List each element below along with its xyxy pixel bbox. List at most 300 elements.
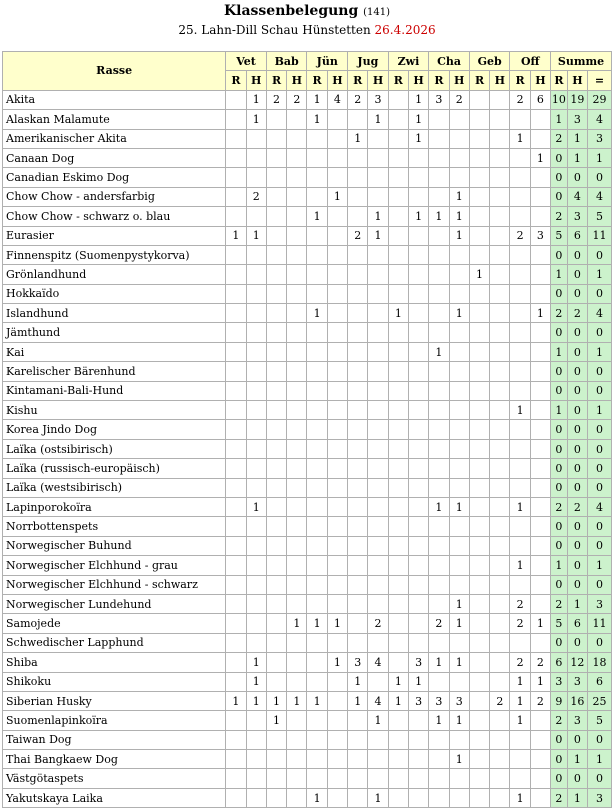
class-count-cell xyxy=(449,265,469,284)
breed-name: Lapinporokoïra xyxy=(3,497,226,516)
sum-cell: 0 xyxy=(588,517,612,536)
class-count-cell xyxy=(327,691,347,710)
table-row xyxy=(3,478,612,497)
class-count-cell xyxy=(327,730,347,749)
class-count-cell xyxy=(246,575,266,594)
sum-cell: 1 xyxy=(588,148,612,167)
sum-cell: 0 xyxy=(567,556,587,575)
sum-cell: 0 xyxy=(551,439,568,458)
class-count-cell xyxy=(510,265,530,284)
class-count-cell xyxy=(266,517,286,536)
class-count-cell xyxy=(408,575,428,594)
breed-name: Yakutskaya Laika xyxy=(3,788,226,807)
class-count-cell xyxy=(469,517,489,536)
class-count-cell xyxy=(469,284,489,303)
table-row xyxy=(3,536,612,555)
class-count-cell: 1 xyxy=(368,207,388,226)
table-row xyxy=(3,594,612,613)
class-count-cell xyxy=(307,672,327,691)
class-count-cell xyxy=(266,478,286,497)
class-count-cell xyxy=(388,711,408,730)
class-count-cell xyxy=(388,769,408,788)
class-count-cell xyxy=(530,575,550,594)
class-count-cell xyxy=(449,110,469,129)
class-count-cell xyxy=(490,653,510,672)
class-count-cell xyxy=(530,478,550,497)
sum-cell: 2 xyxy=(551,207,568,226)
class-count-cell xyxy=(429,788,449,807)
sex-header-male: R xyxy=(348,71,368,90)
sum-cell: 0 xyxy=(567,362,587,381)
sum-cell: 0 xyxy=(551,750,568,769)
class-count-cell xyxy=(246,304,266,323)
sum-cell: 5 xyxy=(588,711,612,730)
class-count-cell: 1 xyxy=(449,497,469,516)
sum-cell: 5 xyxy=(588,207,612,226)
class-count-cell xyxy=(287,536,307,555)
breed-name: Norrbottenspets xyxy=(3,517,226,536)
class-count-cell xyxy=(449,168,469,187)
class-count-cell xyxy=(226,187,246,206)
class-count-cell xyxy=(530,439,550,458)
show-date: 26.4.2026 xyxy=(374,23,436,37)
class-header: Bab xyxy=(266,52,307,71)
class-count-cell xyxy=(408,362,428,381)
class-count-cell xyxy=(429,594,449,613)
class-count-cell: 1 xyxy=(408,207,428,226)
sum-cell: 1 xyxy=(567,148,587,167)
table-row xyxy=(3,691,612,710)
sex-header-female: H xyxy=(287,71,307,90)
table-row xyxy=(3,90,612,109)
sum-cell: 0 xyxy=(567,517,587,536)
sum-cell: 0 xyxy=(567,439,587,458)
class-count-cell xyxy=(490,245,510,264)
class-count-cell xyxy=(368,129,388,148)
class-count-cell xyxy=(408,536,428,555)
class-count-cell xyxy=(510,110,530,129)
sum-cell: 4 xyxy=(588,304,612,323)
class-count-cell xyxy=(287,459,307,478)
sum-cell: 2 xyxy=(551,304,568,323)
class-count-cell xyxy=(348,381,368,400)
breed-name: Schwedischer Lapphund xyxy=(3,633,226,652)
sum-cell: 6 xyxy=(588,672,612,691)
sum-cell: 5 xyxy=(551,226,568,245)
class-count-cell xyxy=(246,517,266,536)
sum-cell: 0 xyxy=(588,459,612,478)
class-header: Zwi xyxy=(388,52,429,71)
class-count-cell xyxy=(469,730,489,749)
class-count-cell xyxy=(307,517,327,536)
class-count-cell xyxy=(226,168,246,187)
breed-name: Samojede xyxy=(3,614,226,633)
class-count-cell xyxy=(388,342,408,361)
sum-cell: 0 xyxy=(567,459,587,478)
table-row xyxy=(3,575,612,594)
class-count-cell xyxy=(327,110,347,129)
class-count-cell xyxy=(490,110,510,129)
class-count-cell xyxy=(368,245,388,264)
class-count-cell xyxy=(449,459,469,478)
sum-cell: 0 xyxy=(567,265,587,284)
class-count-cell xyxy=(368,769,388,788)
class-count-cell xyxy=(307,265,327,284)
class-count-cell xyxy=(429,769,449,788)
sex-header-male: R xyxy=(388,71,408,90)
class-count-cell xyxy=(226,517,246,536)
class-count-cell xyxy=(490,362,510,381)
class-count-cell: 1 xyxy=(408,90,428,109)
class-count-cell xyxy=(490,556,510,575)
class-count-cell xyxy=(246,265,266,284)
class-count-cell xyxy=(266,672,286,691)
class-count-cell: 1 xyxy=(368,711,388,730)
page-title-line xyxy=(0,2,614,22)
class-count-cell xyxy=(368,284,388,303)
class-count-cell xyxy=(469,401,489,420)
class-count-cell xyxy=(307,148,327,167)
class-count-cell xyxy=(368,439,388,458)
class-count-cell xyxy=(408,401,428,420)
class-count-cell: 1 xyxy=(530,148,550,167)
class-count-cell xyxy=(287,672,307,691)
class-count-cell xyxy=(348,556,368,575)
class-count-cell xyxy=(469,90,489,109)
class-count-cell xyxy=(408,594,428,613)
class-count-cell xyxy=(530,381,550,400)
class-count-cell xyxy=(246,168,266,187)
class-count-cell xyxy=(408,556,428,575)
sum-cell: 0 xyxy=(551,730,568,749)
class-count-cell xyxy=(490,420,510,439)
class-count-cell xyxy=(510,168,530,187)
table-row xyxy=(3,750,612,769)
class-count-cell xyxy=(469,711,489,730)
sum-cell: 25 xyxy=(588,691,612,710)
class-count-cell xyxy=(469,575,489,594)
class-count-cell xyxy=(490,478,510,497)
class-count-cell xyxy=(287,207,307,226)
class-count-cell: 1 xyxy=(246,653,266,672)
breed-name: Canadian Eskimo Dog xyxy=(3,168,226,187)
sum-cell: 2 xyxy=(551,788,568,807)
class-count-cell: 1 xyxy=(246,672,266,691)
sum-cell: 1 xyxy=(588,401,612,420)
class-count-cell: 1 xyxy=(307,90,327,109)
class-count-cell xyxy=(510,148,530,167)
class-count-cell xyxy=(388,517,408,536)
class-count-cell xyxy=(246,362,266,381)
breed-name: Chow Chow - andersfarbig xyxy=(3,187,226,206)
class-count-cell xyxy=(327,750,347,769)
table-row xyxy=(3,304,612,323)
class-count-cell: 1 xyxy=(348,691,368,710)
class-count-cell xyxy=(287,129,307,148)
class-count-cell xyxy=(226,459,246,478)
class-count-cell xyxy=(429,672,449,691)
breed-name: Finnenspitz (Suomenpystykorva) xyxy=(3,245,226,264)
page-header xyxy=(0,0,614,46)
class-count-cell xyxy=(449,420,469,439)
class-count-cell xyxy=(226,129,246,148)
class-count-cell xyxy=(327,265,347,284)
class-count-cell xyxy=(327,594,347,613)
class-count-cell xyxy=(490,381,510,400)
table-row xyxy=(3,362,612,381)
sum-cell: 1 xyxy=(567,750,587,769)
class-count-cell xyxy=(348,730,368,749)
class-count-cell xyxy=(408,788,428,807)
sum-cell: 4 xyxy=(588,187,612,206)
class-count-cell xyxy=(266,575,286,594)
class-count-cell xyxy=(307,769,327,788)
class-count-cell xyxy=(530,129,550,148)
class-count-cell xyxy=(490,304,510,323)
class-count-cell xyxy=(449,556,469,575)
class-count-cell: 1 xyxy=(266,711,286,730)
class-count-cell xyxy=(510,245,530,264)
sum-cell: 0 xyxy=(588,362,612,381)
class-count-cell: 2 xyxy=(530,653,550,672)
breed-name: Hokkaïdo xyxy=(3,284,226,303)
sum-cell: 3 xyxy=(567,711,587,730)
sum-cell: 0 xyxy=(551,769,568,788)
sum-cell: 0 xyxy=(551,517,568,536)
class-count-cell xyxy=(510,575,530,594)
class-count-cell xyxy=(327,342,347,361)
class-count-cell xyxy=(490,769,510,788)
class-count-cell xyxy=(287,148,307,167)
sum-cell: 0 xyxy=(551,362,568,381)
class-count-cell xyxy=(368,168,388,187)
class-count-cell xyxy=(510,750,530,769)
sum-cell: 0 xyxy=(588,575,612,594)
sum-cell: 6 xyxy=(567,614,587,633)
class-count-cell: 1 xyxy=(368,788,388,807)
class-count-cell xyxy=(266,556,286,575)
class-count-cell: 1 xyxy=(388,691,408,710)
class-count-cell xyxy=(429,187,449,206)
class-count-cell xyxy=(490,342,510,361)
class-count-cell xyxy=(388,594,408,613)
class-count-cell: 3 xyxy=(408,653,428,672)
class-count-cell xyxy=(510,381,530,400)
class-count-cell xyxy=(348,284,368,303)
sum-cell: 1 xyxy=(551,401,568,420)
class-count-cell xyxy=(530,187,550,206)
class-count-cell: 2 xyxy=(510,614,530,633)
class-count-cell: 1 xyxy=(429,653,449,672)
class-count-cell xyxy=(388,168,408,187)
class-count-cell xyxy=(469,750,489,769)
class-count-cell xyxy=(469,497,489,516)
class-count-cell xyxy=(469,594,489,613)
class-count-cell xyxy=(348,788,368,807)
class-count-cell xyxy=(388,129,408,148)
class-count-cell xyxy=(408,381,428,400)
class-count-cell xyxy=(530,556,550,575)
class-count-cell xyxy=(388,265,408,284)
class-count-cell xyxy=(429,536,449,555)
class-count-cell xyxy=(266,788,286,807)
class-count-cell xyxy=(266,401,286,420)
class-count-cell xyxy=(490,536,510,555)
show-name: 25. Lahn-Dill Schau Hünstetten xyxy=(178,23,371,37)
class-count-cell xyxy=(266,381,286,400)
breed-name: Laïka (westsibirisch) xyxy=(3,478,226,497)
class-count-cell xyxy=(226,245,246,264)
sum-cell: 12 xyxy=(567,653,587,672)
sum-cell: 0 xyxy=(551,381,568,400)
class-count-cell xyxy=(408,342,428,361)
class-count-cell xyxy=(266,730,286,749)
table-row xyxy=(3,284,612,303)
table-row xyxy=(3,187,612,206)
class-count-cell xyxy=(469,420,489,439)
class-count-cell xyxy=(287,750,307,769)
class-count-cell xyxy=(307,594,327,613)
class-count-cell xyxy=(287,226,307,245)
class-count-cell xyxy=(510,207,530,226)
class-count-cell: 1 xyxy=(429,342,449,361)
sex-header-male: R xyxy=(510,71,530,90)
class-count-cell: 1 xyxy=(226,226,246,245)
breed-name: Amerikanischer Akita xyxy=(3,129,226,148)
class-count-cell xyxy=(429,245,449,264)
class-count-cell xyxy=(226,323,246,342)
class-count-cell: 1 xyxy=(327,614,347,633)
sum-cell: 0 xyxy=(551,633,568,652)
sum-cell: 5 xyxy=(551,614,568,633)
sum-cell: 0 xyxy=(551,323,568,342)
class-count-cell: 1 xyxy=(510,711,530,730)
table-row xyxy=(3,420,612,439)
class-count-cell xyxy=(327,284,347,303)
class-count-cell: 1 xyxy=(449,594,469,613)
class-count-cell xyxy=(348,633,368,652)
class-count-cell xyxy=(266,129,286,148)
class-count-cell xyxy=(469,556,489,575)
class-count-cell xyxy=(348,711,368,730)
class-count-cell xyxy=(307,284,327,303)
class-count-cell xyxy=(287,517,307,536)
class-count-cell: 2 xyxy=(348,226,368,245)
class-count-cell xyxy=(530,284,550,303)
class-count-cell xyxy=(246,536,266,555)
class-count-cell xyxy=(368,478,388,497)
table-header xyxy=(3,52,612,91)
class-count-cell xyxy=(530,168,550,187)
class-count-cell xyxy=(266,323,286,342)
class-count-cell xyxy=(388,362,408,381)
class-count-cell xyxy=(530,459,550,478)
sum-cell: 1 xyxy=(567,129,587,148)
table-row xyxy=(3,401,612,420)
class-count-cell xyxy=(510,323,530,342)
class-count-cell xyxy=(266,769,286,788)
class-count-cell xyxy=(490,207,510,226)
sum-cell: 0 xyxy=(567,342,587,361)
class-count-cell xyxy=(388,536,408,555)
class-count-cell xyxy=(226,110,246,129)
class-count-cell xyxy=(408,730,428,749)
sum-cell: 3 xyxy=(551,672,568,691)
class-count-cell xyxy=(388,207,408,226)
class-count-cell xyxy=(530,110,550,129)
class-count-cell xyxy=(348,575,368,594)
table-row xyxy=(3,129,612,148)
class-count-cell xyxy=(490,497,510,516)
class-count-cell xyxy=(368,304,388,323)
class-count-cell: 3 xyxy=(429,691,449,710)
class-count-cell xyxy=(266,614,286,633)
class-count-cell xyxy=(246,420,266,439)
sum-cell: 0 xyxy=(551,168,568,187)
sum-cell: 1 xyxy=(588,342,612,361)
class-count-cell xyxy=(307,653,327,672)
sum-cell: 0 xyxy=(551,478,568,497)
class-count-cell xyxy=(429,420,449,439)
class-count-cell xyxy=(429,478,449,497)
class-count-cell: 1 xyxy=(307,691,327,710)
class-count-cell xyxy=(348,497,368,516)
class-count-cell xyxy=(388,750,408,769)
class-count-cell xyxy=(226,672,246,691)
class-count-cell xyxy=(449,323,469,342)
table-row xyxy=(3,497,612,516)
breed-name: Jämthund xyxy=(3,323,226,342)
class-count-cell xyxy=(408,497,428,516)
class-count-cell xyxy=(429,323,449,342)
breed-name: Canaan Dog xyxy=(3,148,226,167)
class-count-cell xyxy=(530,497,550,516)
class-count-cell xyxy=(226,284,246,303)
class-count-cell xyxy=(388,420,408,439)
class-count-cell xyxy=(307,536,327,555)
class-count-cell xyxy=(408,284,428,303)
class-count-cell xyxy=(429,168,449,187)
table-row xyxy=(3,556,612,575)
class-count-cell xyxy=(287,362,307,381)
sum-cell: 1 xyxy=(588,556,612,575)
class-count-cell: 1 xyxy=(510,556,530,575)
class-count-cell xyxy=(348,245,368,264)
sum-cell: 2 xyxy=(567,497,587,516)
class-count-cell xyxy=(429,730,449,749)
breed-name: Kishu xyxy=(3,401,226,420)
sex-header-male: R xyxy=(226,71,246,90)
sum-cell: 1 xyxy=(567,788,587,807)
class-count-cell xyxy=(307,439,327,458)
class-count-cell xyxy=(449,730,469,749)
class-count-cell xyxy=(226,478,246,497)
sex-header-female: H xyxy=(246,71,266,90)
class-count-cell xyxy=(449,769,469,788)
class-count-cell xyxy=(388,478,408,497)
class-count-cell xyxy=(327,672,347,691)
class-count-cell xyxy=(266,362,286,381)
class-count-cell xyxy=(348,342,368,361)
class-count-cell xyxy=(429,459,449,478)
class-count-cell xyxy=(429,304,449,323)
sum-column-header: Summe xyxy=(551,52,612,71)
breed-name: Norwegischer Buhund xyxy=(3,536,226,555)
class-count-cell xyxy=(449,342,469,361)
class-count-cell xyxy=(246,769,266,788)
sum-cell: 0 xyxy=(567,575,587,594)
class-count-cell xyxy=(469,168,489,187)
